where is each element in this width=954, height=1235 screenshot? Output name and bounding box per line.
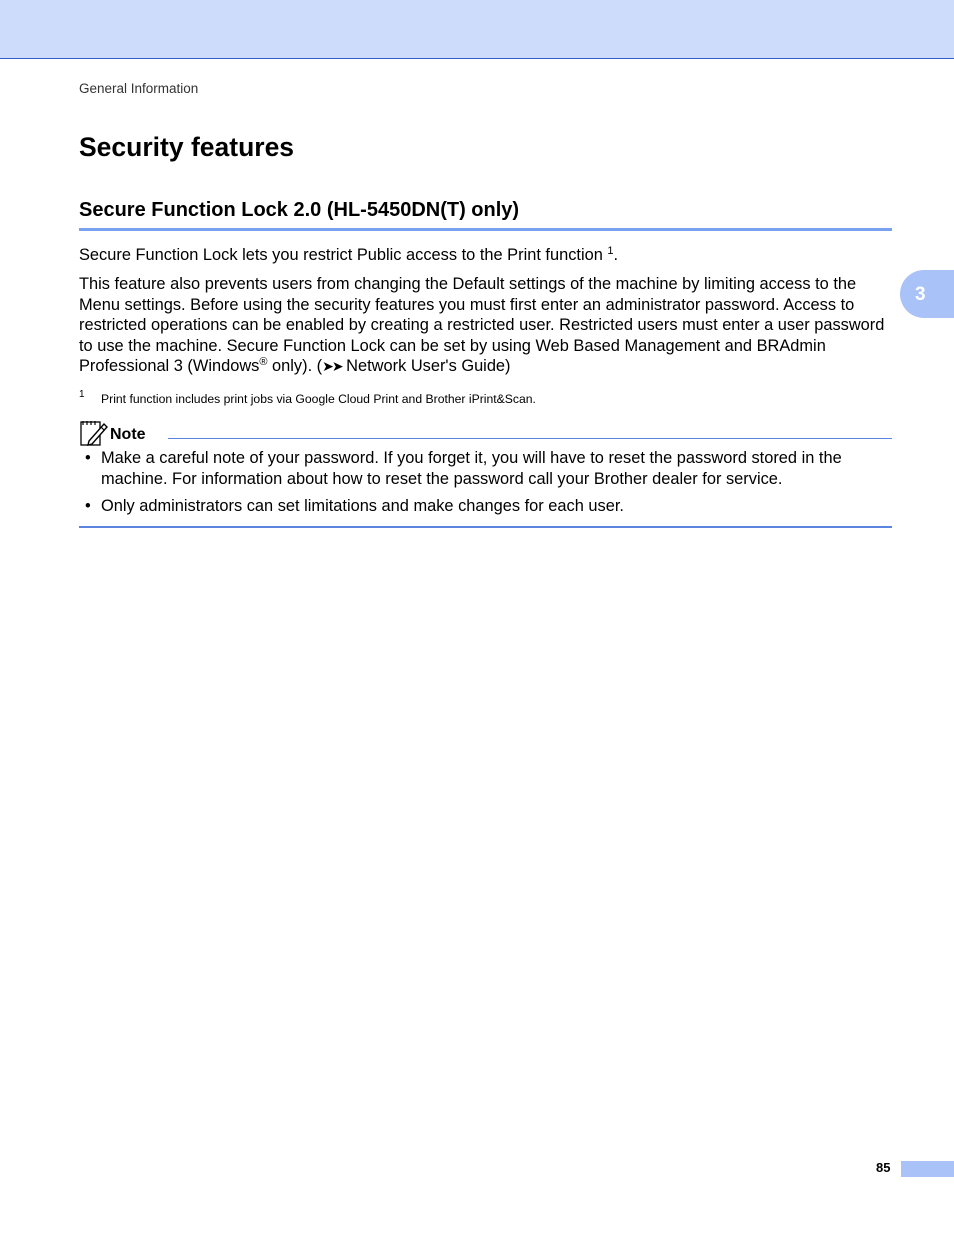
page-title: Security features — [79, 132, 295, 162]
double-arrow-icon: ➤➤ — [322, 358, 342, 374]
heading-underline — [79, 228, 892, 231]
description-mid: only). ( — [267, 357, 323, 375]
registered-mark: ® — [259, 356, 268, 368]
note-top-rule — [168, 438, 892, 439]
footnote-ref[interactable]: 1 — [607, 245, 614, 257]
footnote-text: Print function includes print jobs via Google Cloud Print and Brother iPrint&Scan. — [101, 392, 536, 406]
section-heading: Secure Function Lock 2.0 (HL-5450DN(T) only) — [79, 199, 520, 221]
note-item: Only administrators can set limitations and make changes for each user. — [101, 497, 624, 515]
description-paragraph — [79, 274, 894, 377]
breadcrumb: General Information — [79, 81, 199, 96]
bullet-icon: • — [85, 497, 91, 515]
description-text: This feature also prevents users from changing the Default settings of the machine by limiting access to the Menu settings. Before using the security features you must first enter an administrator password. Access to restricted operations can be enabled by creating a restricted user. Restricted users must enter a user password to use the machine. Secure Function Lock can be set by using Web Based Management and BRAdmin Professional 3 (Windows — [79, 275, 885, 375]
note-pencil-icon — [79, 419, 109, 447]
chapter-number: 3 — [915, 284, 926, 305]
page-number: 85 — [876, 1160, 891, 1175]
header-band — [0, 0, 954, 59]
note-item: Make a careful note of your password. If you forget it, you will have to reset the password stored in the machine. For information about how to reset the password call your Brother dealer for service. — [101, 449, 842, 488]
intro-period: . — [613, 246, 619, 264]
footnote-number: 1 — [79, 389, 85, 400]
intro-text: Secure Function Lock lets you restrict Public access to the Print function — [79, 246, 608, 264]
guide-reference-link[interactable]: Network User's Guide) — [341, 357, 511, 375]
page-tab-marker — [901, 1161, 954, 1177]
bullet-icon: • — [85, 449, 91, 467]
note-label: Note — [110, 426, 146, 443]
chapter-tab[interactable] — [900, 270, 954, 318]
note-bottom-rule — [79, 526, 892, 528]
intro-paragraph — [79, 245, 894, 266]
